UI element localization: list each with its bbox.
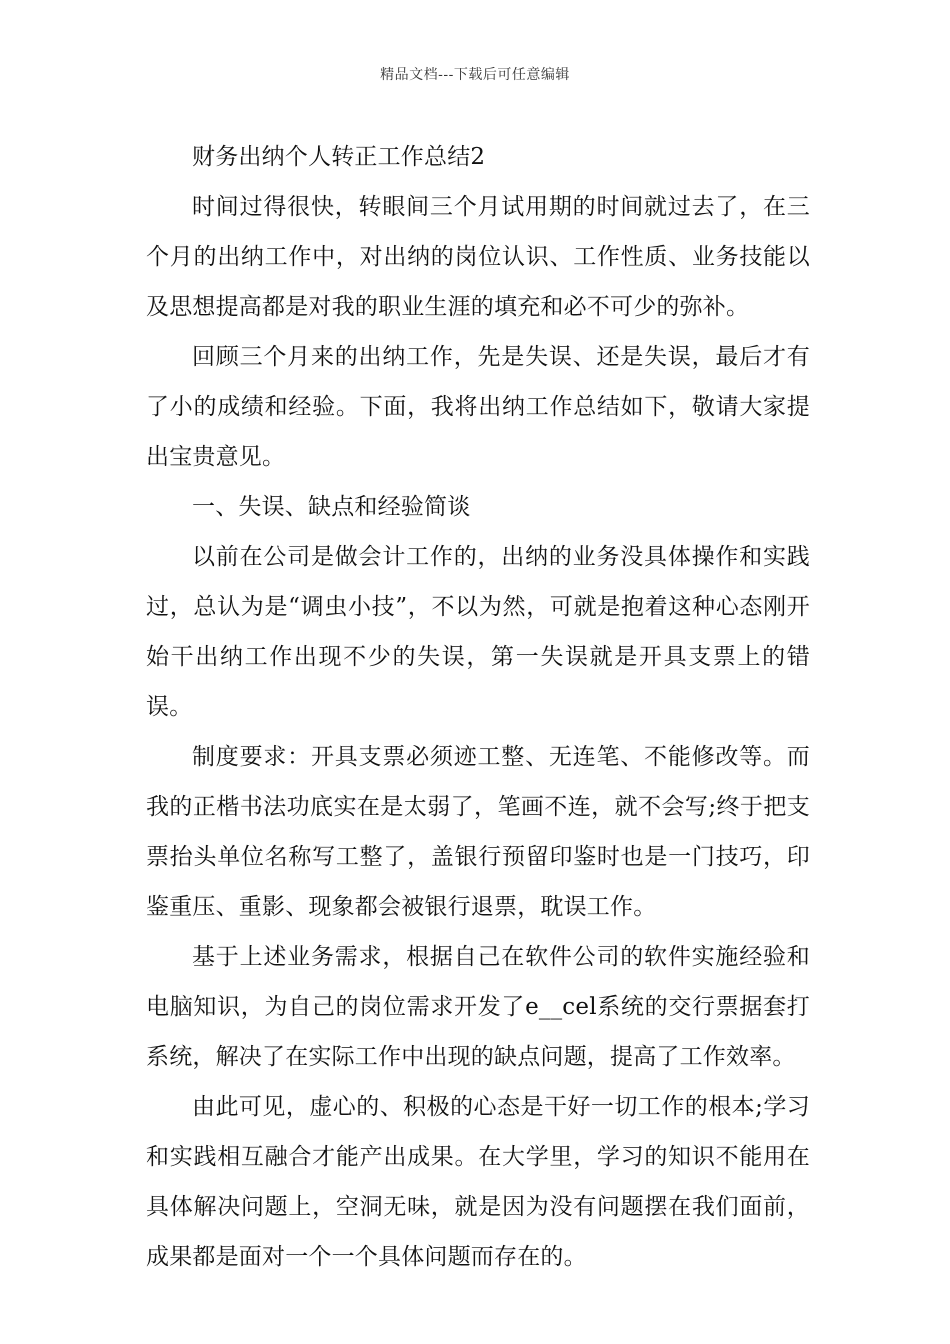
section-heading: 一、失误、缺点和经验简谈 xyxy=(192,494,471,520)
paragraph-6: 由此可见，虚心的、积极的心态是干好一切工作的根本;学习和实践相互融合才能产出成果。在大学里，学习的知识不能用在具体解决问题上，空洞无味，就是因为没有问题摆在我们面前，成果都是面对一个一个具体问题而存在的。 xyxy=(146,1094,810,1270)
page-header: 精品文档---下载后可任意编辑 xyxy=(380,67,570,83)
document-body xyxy=(146,132,810,1282)
document-title: 财务出纳个人转正工作总结2 xyxy=(192,144,486,170)
paragraph-2: 回顾三个月来的出纳工作，先是失误、还是失误，最后才有了小的成绩和经验。下面，我将出纳工作总结如下，敬请大家提出宝贵意见。 xyxy=(146,344,810,470)
paragraph-3: 以前在公司是做会计工作的，出纳的业务没具体操作和实践过，总认为是“调虫小技”，不以为然，可就是抱着这种心态刚开始干出纳工作出现不少的失误，第一失误就是开具支票上的错误。 xyxy=(146,544,810,720)
paragraph-5: 基于上述业务需求，根据自己在软件公司的软件实施经验和电脑知识，为自己的岗位需求开发了e__cel系统的交行票据套打系统，解决了在实际工作中出现的缺点问题，提高了工作效率。 xyxy=(146,944,810,1070)
paragraph-4: 制度要求：开具支票必须迹工整、无连笔、不能修改等。而我的正楷书法功底实在是太弱了，笔画不连，就不会写;终于把支票抬头单位名称写工整了，盖银行预留印鉴时也是一门技巧，印鉴重压、重影、现象都会被银行退票，耽误工作。 xyxy=(146,744,810,920)
paragraph-1: 时间过得很快，转眼间三个月试用期的时间就过去了，在三个月的出纳工作中，对出纳的岗位认识、工作性质、业务技能以及思想提高都是对我的职业生涯的填充和必不可少的弥补。 xyxy=(146,194,810,320)
